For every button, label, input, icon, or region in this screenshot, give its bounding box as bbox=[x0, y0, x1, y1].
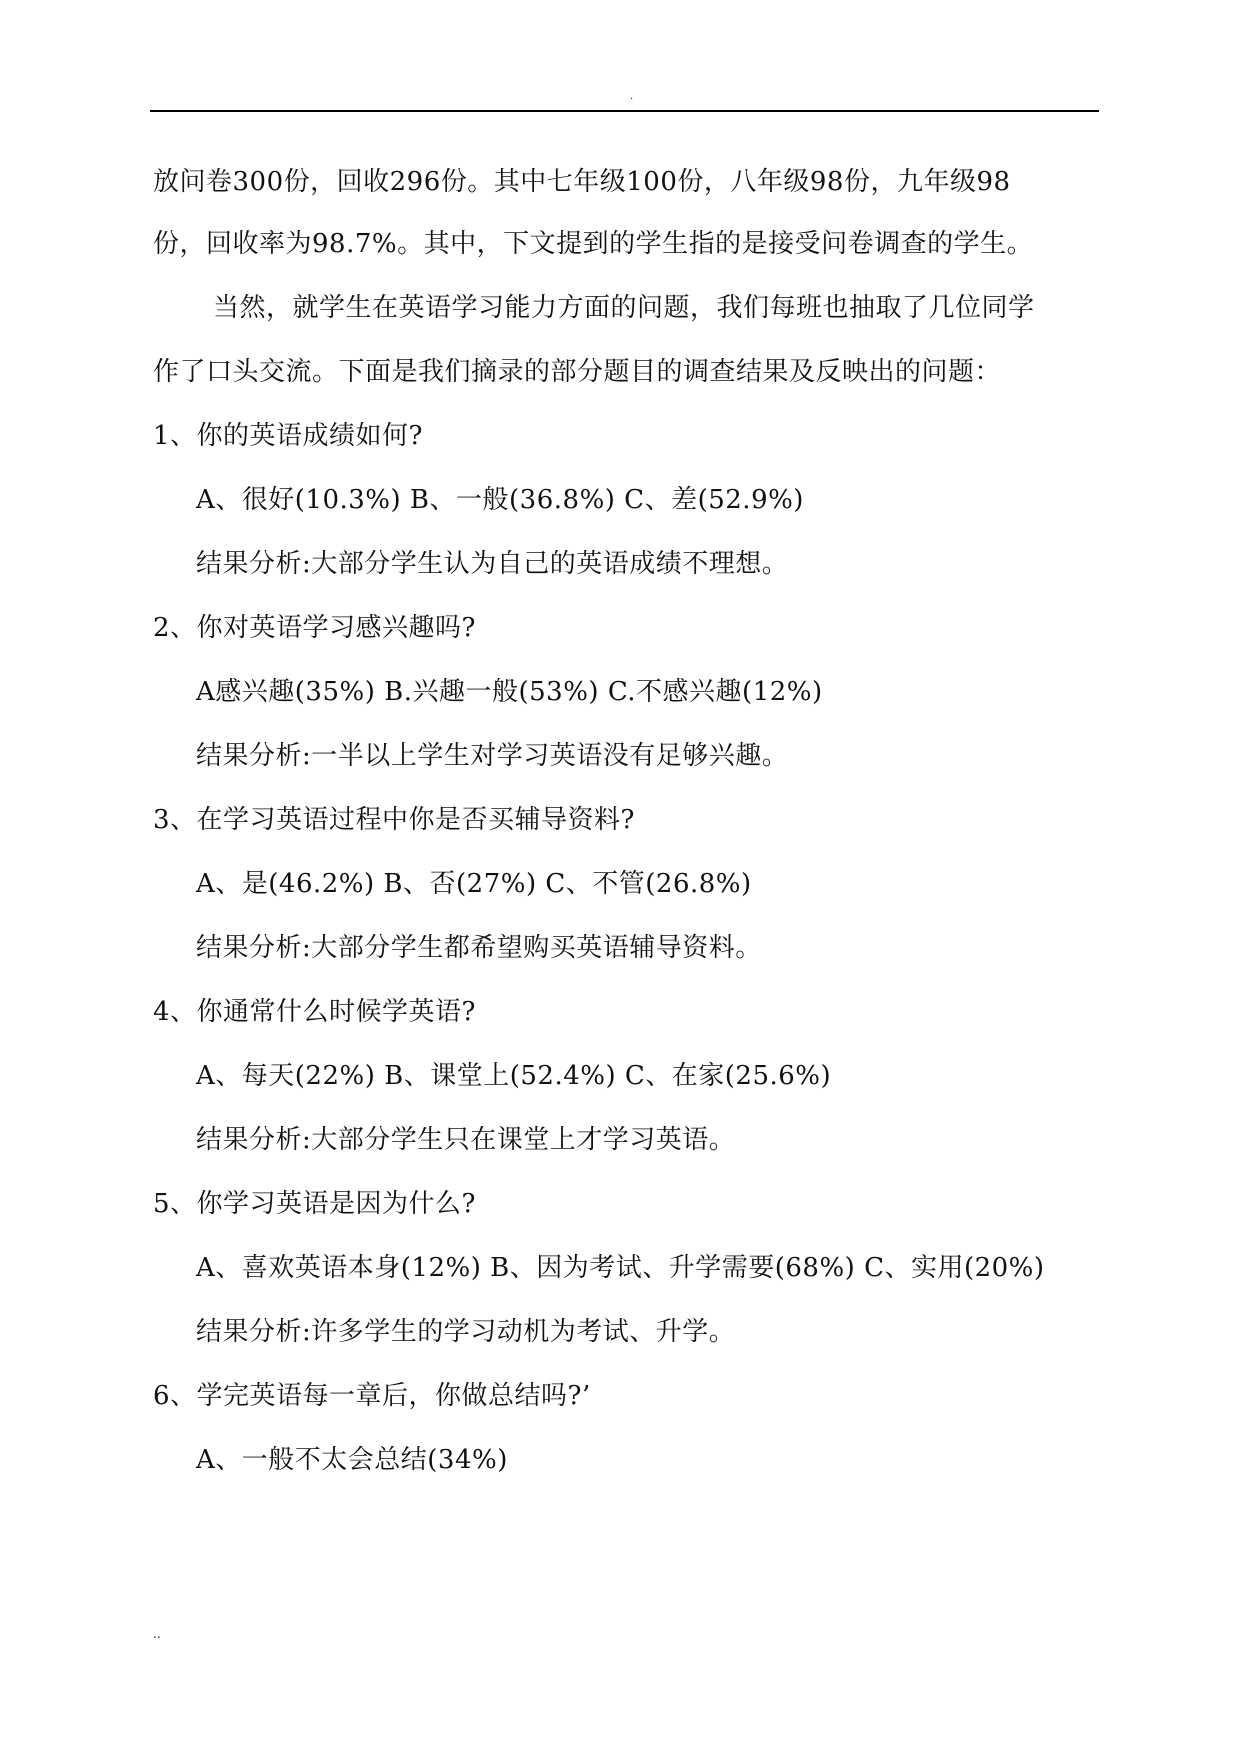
question-title: 6、学完英语每一章后，你做总结吗?’ bbox=[153, 1381, 591, 1411]
paragraph-line: 放问卷300份，回收296份。其中七年级100份，八年级98份，九年级98 bbox=[153, 167, 1011, 197]
paragraph-line: 作了口头交流。下面是我们摘录的部分题目的调查结果及反映出的问题： bbox=[153, 357, 1002, 387]
result-analysis: 结果分析:许多学生的学习动机为考试、升学。 bbox=[196, 1317, 736, 1347]
result-analysis: 结果分析:一半以上学生对学习英语没有足够兴趣。 bbox=[196, 741, 789, 771]
question-options: A、很好(10.3%) B、一般(36.8%) C、差(52.9%) bbox=[196, 485, 804, 515]
question-title: 4、你通常什么时候学英语? bbox=[153, 997, 476, 1027]
footer-mark: .. bbox=[153, 1627, 161, 1641]
question-options: A感兴趣(35%) B.兴趣一般(53%) C.不感兴趣(12%) bbox=[196, 677, 823, 707]
question-title: 2、你对英语学习感兴趣吗? bbox=[153, 613, 476, 643]
result-analysis: 结果分析:大部分学生只在课堂上才学习英语。 bbox=[196, 1125, 736, 1155]
question-title: 3、在学习英语过程中你是否买辅导资料? bbox=[153, 805, 635, 835]
result-analysis: 结果分析:大部分学生认为自己的英语成绩不理想。 bbox=[196, 549, 789, 579]
question-options: A、一般不太会总结(34%) bbox=[196, 1445, 508, 1475]
result-analysis: 结果分析:大部分学生都希望购买英语辅导资料。 bbox=[196, 933, 762, 963]
paragraph-line: 份，回收率为98.7%。其中，下文提到的学生指的是接受问卷调查的学生。 bbox=[153, 229, 1034, 259]
question-title: 1、你的英语成绩如何? bbox=[153, 421, 423, 451]
paragraph-line: 当然，就学生在英语学习能力方面的问题，我们每班也抽取了几位同学 bbox=[213, 293, 1035, 323]
header-mark: . bbox=[630, 91, 634, 102]
question-options: A、每天(22%) B、课堂上(52.4%) C、在家(25.6%) bbox=[196, 1061, 832, 1091]
question-title: 5、你学习英语是因为什么? bbox=[153, 1189, 476, 1219]
question-options: A、喜欢英语本身(12%) B、因为考试、升学需要(68%) C、实用(20%) bbox=[196, 1253, 1045, 1283]
question-options: A、是(46.2%) B、否(27%) C、不管(26.8%) bbox=[196, 869, 752, 899]
header-rule bbox=[150, 110, 1099, 112]
